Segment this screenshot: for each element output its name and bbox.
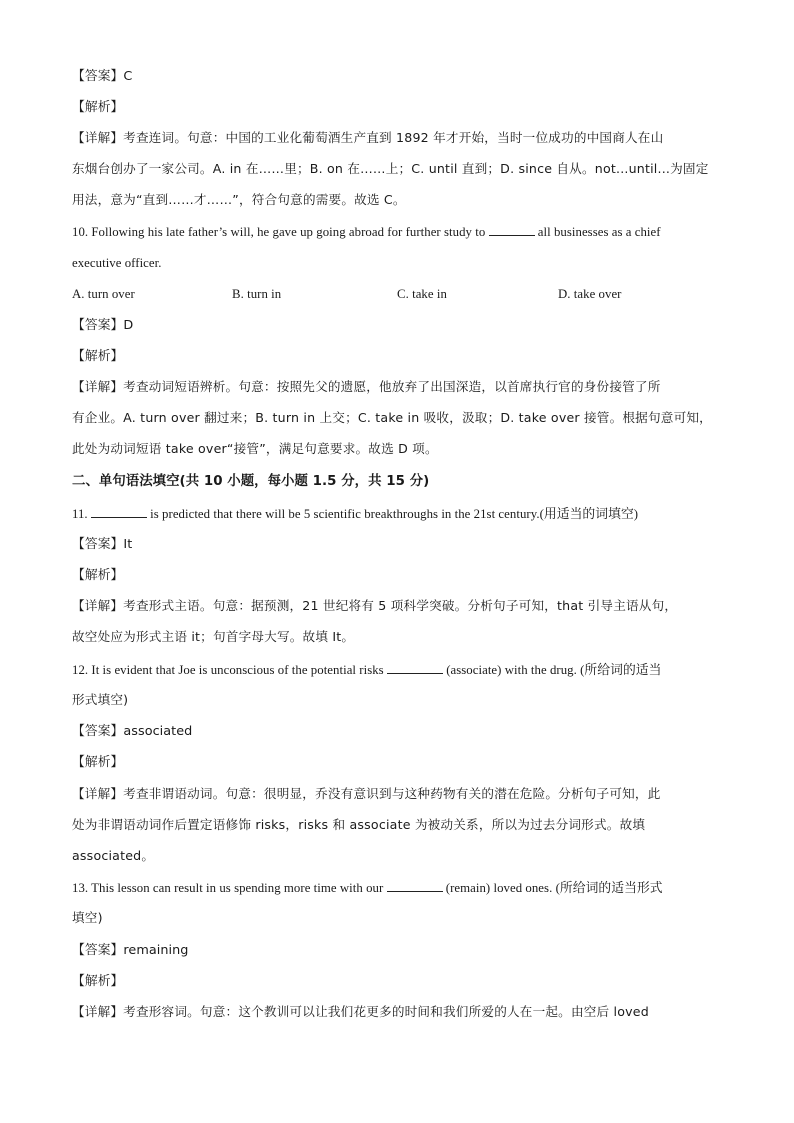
question-10-line2: executive officer.: [72, 256, 162, 270]
detail-12-line3: associated。: [72, 848, 155, 863]
answer-blank-11: [91, 503, 147, 518]
answer-9: 【答案】C: [72, 69, 133, 84]
detail-10-line3: 此处为动词短语 take over“接管”，满足句意要求。故选 D 项。: [72, 441, 438, 456]
detail-11-line1: 【详解】考查形式主语。句意：据预测，21 世纪将有 5 项科学突破。分析句子可知，that 引导主语从句，: [72, 598, 678, 613]
question-12-line2: 形式填空): [72, 692, 129, 707]
analysis-label-11: 【解析】: [72, 568, 124, 583]
option-b: B. turn in: [232, 287, 282, 301]
option-d: D. take over: [558, 287, 622, 301]
answer-blank-10: [489, 221, 535, 236]
detail-12-line1: 【详解】考查非谓语动词。句意：很明显，乔没有意识到与这种药物有关的潜在危险。分析句子可知，此: [72, 786, 661, 801]
question-10-line1: 10. Following his late father’s will, he gave up going abroad for further study to all businesses as a chief: [72, 221, 722, 242]
analysis-label-12: 【解析】: [72, 755, 124, 770]
section-2-heading: 二、单句语法填空(共 10 小题，每小题 1.5 分，共 15 分): [72, 474, 430, 489]
answer-11: 【答案】It: [72, 537, 133, 552]
detail-12-line2: 处为非谓语动词作后置定语修饰 risks，risks 和 associate 为被动关系，所以为过去分词形式。故填: [72, 817, 646, 832]
option-a: A. turn over: [72, 287, 135, 301]
question-10-options: [72, 284, 722, 304]
answer-13: 【答案】remaining: [72, 943, 189, 958]
detail-13-line1: 【详解】考查形容词。句意：这个教训可以让我们花更多的时间和我们所爱的人在一起。由空后 loved: [72, 1004, 649, 1019]
detail-11-line2: 故空处应为形式主语 it；句首字母大写。故填 It。: [72, 629, 355, 644]
detail-10-line2: 有企业。A. turn over 翻过来；B. turn in 上交；C. take in 吸收，汲取；D. take over 接管。根据句意可知，: [72, 410, 712, 425]
question-13-line2: 填空): [72, 910, 103, 925]
answer-12: 【答案】associated: [72, 724, 193, 739]
option-c: C. take in: [397, 287, 447, 301]
analysis-label-10: 【解析】: [72, 349, 124, 364]
analysis-label-13: 【解析】: [72, 974, 124, 989]
answer-blank-12: [387, 659, 443, 674]
detail-9-line2: 东烟台创办了一家公司。A. in 在……里；B. on 在……上；C. until 直到；D. since 自从。not...until...为固定: [72, 161, 709, 176]
question-11: 11. is predicted that there will be 5 scientific breakthroughs in the 21st century.(用适当的词填空): [72, 503, 722, 524]
answer-10: 【答案】D: [72, 318, 134, 333]
question-13-line1: 13. This lesson can result in us spending more time with our (remain) loved ones. (所给词的适当形式: [72, 877, 722, 898]
detail-9-line1: 【详解】考查连词。句意：中国的工业化葡萄酒生产直到 1892 年才开始，当时一位成功的中国商人在山: [72, 130, 664, 145]
analysis-label-9: 【解析】: [72, 100, 124, 115]
question-12-line1: 12. It is evident that Joe is unconscious of the potential risks (associate) with the drug. (所给词的适当: [72, 659, 722, 680]
answer-blank-13: [387, 877, 443, 892]
detail-9-line3: 用法，意为“直到……才……”，符合句意的需要。故选 C。: [72, 192, 406, 207]
detail-10-line1: 【详解】考查动词短语辨析。句意：按照先父的遗愿，他放弃了出国深造，以首席执行官的身份接管了所: [72, 379, 661, 394]
